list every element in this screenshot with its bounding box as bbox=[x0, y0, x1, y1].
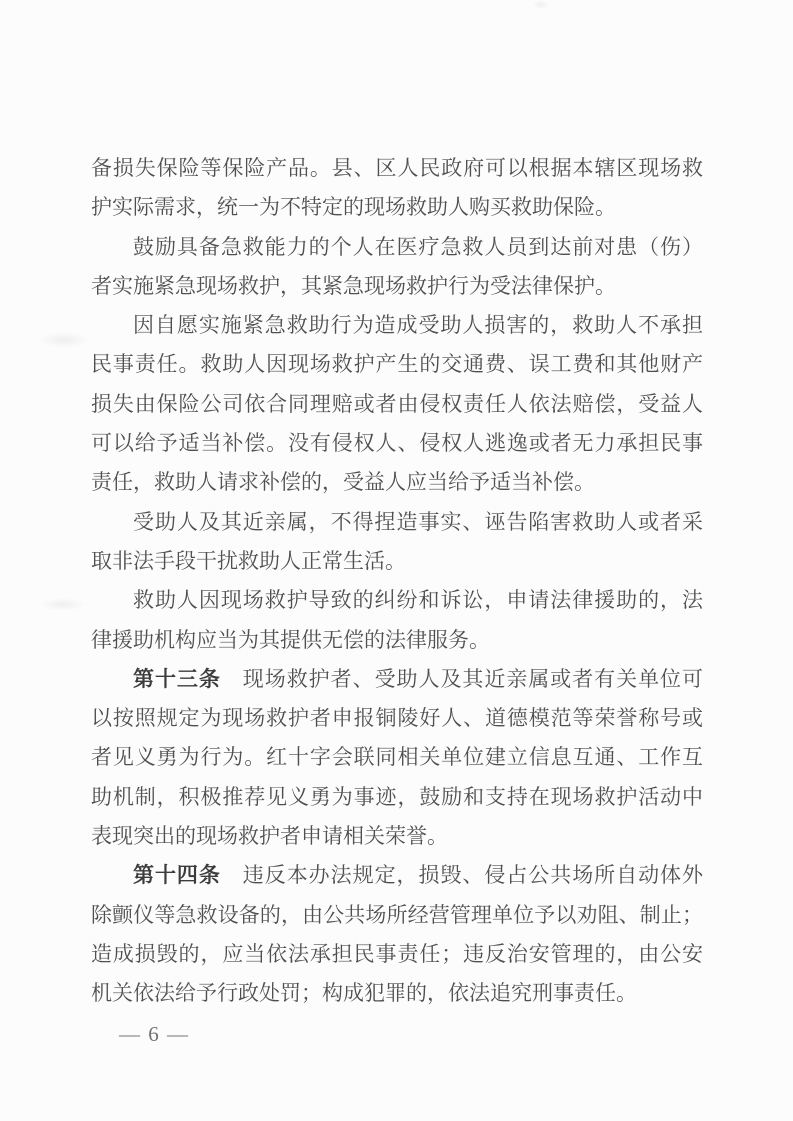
scan-artifact bbox=[38, 332, 90, 348]
document-body bbox=[91, 149, 703, 1014]
text-line: 救助人因现场救护导致的纠纷和诉讼，申请法律援助的，法 bbox=[133, 588, 703, 613]
text-line: 者见义勇为行为。红十字会联同相关单位建立信息互通、工作互 bbox=[91, 745, 703, 770]
text-line: 护实际需求，统一为不特定的现场救助人购买救助保险。 bbox=[91, 195, 616, 220]
text-line: 备损失保险等保险产品。县、区人民政府可以根据本辖区现场救 bbox=[91, 156, 703, 180]
text-run: 现场救护者、受助人及其近亲属或者有关单位可 bbox=[220, 666, 704, 691]
text-line bbox=[91, 856, 703, 895]
scan-artifact bbox=[533, 0, 549, 9]
paragraph bbox=[91, 581, 703, 660]
text-line: 者实施紧急现场救护，其紧急现场救护行为受法律保护。 bbox=[91, 273, 616, 298]
text-line: 损失由保险公司依合同理赔或者由侵权责任人依法赔偿，受益人 bbox=[91, 391, 703, 416]
text-line: 机关依法给予行政处罚；构成犯罪的，依法追究刑事责任。 bbox=[91, 981, 637, 1006]
text-line: 除颤仪等急救设备的，由公共场所经营管理单位予以劝阻、制止； bbox=[91, 902, 703, 927]
text-line: 造成损毁的，应当依法承担民事责任；违反治安管理的，由公安 bbox=[91, 941, 703, 966]
paragraph-article-13 bbox=[91, 660, 703, 856]
text-line: 可以给予适当补偿。没有侵权人、侵权人逃逸或者无力承担民事 bbox=[91, 431, 703, 456]
paragraph bbox=[91, 149, 703, 228]
article-14-number: 第十四条 bbox=[133, 863, 221, 888]
text-line: 助机制，积极推荐见义勇为事迹，鼓励和支持在现场救护活动中 bbox=[91, 784, 703, 809]
page-number: — 6 — bbox=[119, 1022, 188, 1046]
text-line: 律援助机构应当为其提供无偿的法律服务。 bbox=[91, 627, 490, 652]
article-13-number: 第十三条 bbox=[133, 666, 221, 691]
text-line: 因自愿实施紧急救助行为造成受助人损害的，救助人不承担 bbox=[133, 313, 703, 338]
scan-artifact bbox=[40, 598, 86, 611]
text-line: 表现突出的现场救护者申请相关荣誉。 bbox=[91, 824, 448, 849]
paragraph bbox=[91, 503, 703, 582]
paragraph bbox=[91, 228, 703, 307]
paragraph-article-14 bbox=[91, 856, 703, 1013]
text-line: 取非法手段干扰救助人正常生活。 bbox=[91, 548, 406, 573]
text-line: 民事责任。救助人因现场救护产生的交通费、误工费和其他财产 bbox=[91, 352, 703, 377]
text-line: 以按照规定为现场救护者申报铜陵好人、道德模范等荣誉称号或 bbox=[91, 706, 703, 731]
text-line bbox=[91, 660, 703, 699]
paragraph bbox=[91, 306, 703, 502]
text-line: 受助人及其近亲属，不得捏造事实、诬告陷害救助人或者采 bbox=[133, 509, 703, 534]
text-line: 鼓励具备急救能力的个人在医疗急救人员到达前对患（伤） bbox=[133, 234, 703, 259]
text-run: 违反本办法规定，损毁、侵占公共场所自动体外 bbox=[220, 863, 704, 888]
text-line: 责任，救助人请求补偿的，受益人应当给予适当补偿。 bbox=[91, 470, 595, 495]
